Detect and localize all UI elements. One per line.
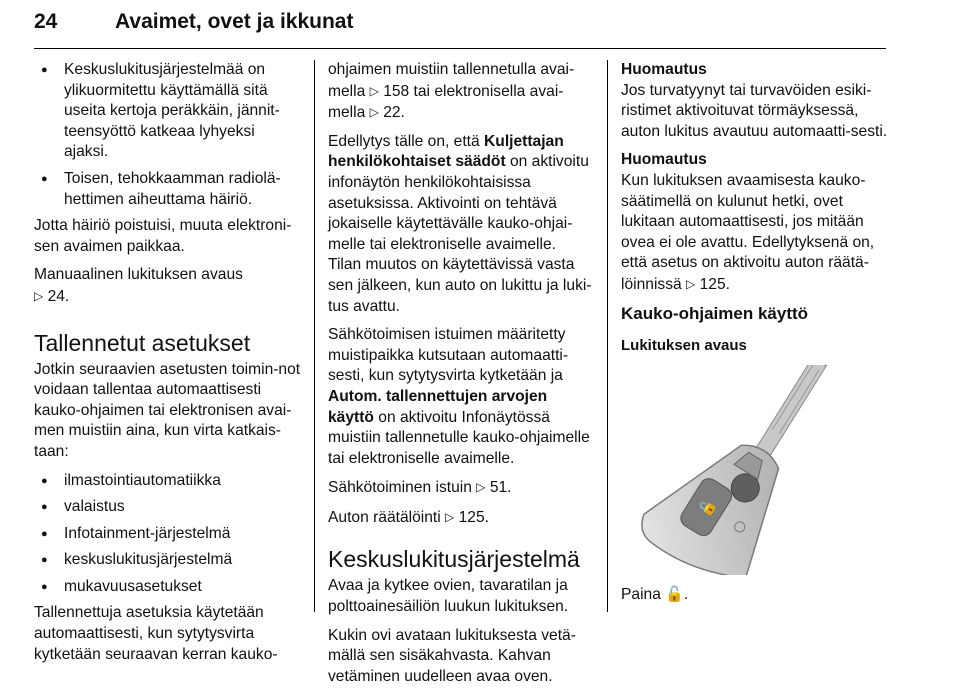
caption-punctuation: . <box>683 586 689 604</box>
reference-arrow-icon: ▷ <box>476 480 486 495</box>
paragraph-text: ohjaimen muistiin tallennetulla avai-mella <box>328 61 575 100</box>
list-item: ● mukavuusasetukset <box>34 577 302 598</box>
reference-arrow-icon: ▷ <box>445 509 455 524</box>
settings-list <box>34 471 302 598</box>
remote-key-illustration <box>621 365 889 575</box>
subsection-heading: Lukituksen avaus <box>621 337 747 355</box>
paragraph-text: Sähkötoimisen istuimen määritetty muistipaikka kutsutaan automaatti-sesti, kun sytytysvirta kytketään ja <box>328 326 569 385</box>
list-item: ● Keskuslukitusjärjestelmää on ylikuormitettu käyttämällä sitä useita kertoja peräkkäin, jännit-teensyöttö katkeaa lyhyeksi ajaksi. <box>34 60 302 163</box>
setting-name: Autom. tallennettujen arvojen käyttö <box>328 387 548 426</box>
paragraph-text: Auton räätälöinti <box>328 508 441 526</box>
paragraph: Jotta häiriö poistuisi, muuta elektroni-sen avaimen paikkaa. <box>34 217 292 255</box>
reference-arrow-icon: ▷ <box>369 105 379 120</box>
reference-arrow-icon: ▷ <box>686 276 696 291</box>
paragraph-text: Manuaalinen lukituksen avaus <box>34 266 243 284</box>
paragraph <box>328 477 593 499</box>
note-text: Kun lukituksen avaamisesta kauko-säätimellä on kulunut hetki, ovet lukitaan automaattisesti, jos mitään ovea ei ole avattu. Edellytyksenä on, että asetus on aktivoitu auton räätä-löinnissä <box>621 171 875 293</box>
section-heading: Keskuslukitusjärjestelmä <box>328 546 580 573</box>
column-left <box>34 60 302 673</box>
list-item: ● Toisen, tehokkaamman radiolä-hettimen aiheuttama häiriö. <box>34 169 302 210</box>
paragraph: Kukin ovi avataan lukituksesta vetä-mällä sen sisäkahvasta. Kahvan vetäminen uudelleen avaa oven. <box>328 626 576 685</box>
unlock-icon: 🔓 <box>665 586 684 604</box>
list-item: ● keskuslukitusjärjestelmä <box>34 550 302 571</box>
note-text: Jos turvatyynyt tai turvavöiden esiki-ristimet aktivoituvat törmäyksessä, auton lukitus avautuu automaatti-sesti. <box>621 81 888 140</box>
paragraph-text: on aktivoitu infonäytön henkilökohtaisissa asetuksissa. Aktivointi on tehtävä jokaiselle käytettävälle kauko-ohjai-melle tai elektroniselle avaimelle. Tilan muutos on käytettävissä vasta sen jälkeen, kun auto on lukittu ja luki-tus avattu. <box>328 153 592 315</box>
section-heading: Tallennetut asetukset <box>34 329 251 356</box>
paragraph-text: on aktivoitu Infonäytössä muistiin tallennetulle kauko-ohjaimelle tai elektroniselle avaimelle. <box>328 408 590 467</box>
page-reference[interactable]: 125. <box>699 275 730 293</box>
note <box>621 150 889 295</box>
section-heading: Kauko-ohjaimen käyttö <box>621 303 809 323</box>
fault-list <box>34 60 302 210</box>
column-divider <box>607 60 608 612</box>
list-item: ● ilmastointiautomatiikka <box>34 471 302 492</box>
page-header <box>34 0 886 49</box>
page-reference[interactable]: 22. <box>383 104 405 122</box>
column-divider <box>314 60 315 612</box>
paragraph-text: Sähkötoiminen istuin <box>328 479 472 497</box>
list-item: ● Infotainment-järjestelmä <box>34 524 302 545</box>
note <box>621 60 889 142</box>
paragraph <box>328 507 593 529</box>
paragraph <box>34 265 302 307</box>
page-reference[interactable]: 125. <box>458 508 489 526</box>
paragraph: Avaa ja kytkee ovien, tavaratilan ja polttoainesäiliön luukun lukituksen. <box>328 577 569 616</box>
page-number: 24 <box>34 10 58 33</box>
reference-arrow-icon: ▷ <box>369 83 379 98</box>
page-reference[interactable]: 51. <box>489 479 512 497</box>
page-reference[interactable]: 158 tai elektronisella avai-mella <box>328 82 564 122</box>
setting-name: Kuljettajan henkilökohtaiset säädöt <box>328 132 564 171</box>
paragraph: Jotkin seuraavien asetusten toimin-not voidaan tallentaa automaattisesti kauko-ohjaimen tai elektronisen avai-men muistiin aina, kun virta katkais-taan: <box>34 360 301 460</box>
chapter-title: Avaimet, ovet ja ikkunat <box>115 10 354 33</box>
column-middle <box>328 60 593 695</box>
reference-arrow-icon: ▷ <box>34 288 44 303</box>
paragraph-text: Edellytys tälle on, että <box>328 132 480 150</box>
note-title: Huomautus <box>621 61 707 78</box>
caption-text: Paina <box>621 586 661 604</box>
column-right <box>621 60 889 614</box>
note-title: Huomautus <box>621 151 707 169</box>
paragraph: Tallennettuja asetuksia käytetään automaattisesti, kun sytytysvirta kytketään seuraavan kerran kauko- <box>34 604 278 663</box>
paragraph <box>328 325 593 469</box>
svg-text:🔓: 🔓 <box>696 496 720 520</box>
caption <box>621 585 889 606</box>
page-reference[interactable]: 24. <box>47 287 70 305</box>
list-item: ● valaistus <box>34 497 302 518</box>
paragraph <box>328 132 593 317</box>
paragraph <box>328 60 593 124</box>
